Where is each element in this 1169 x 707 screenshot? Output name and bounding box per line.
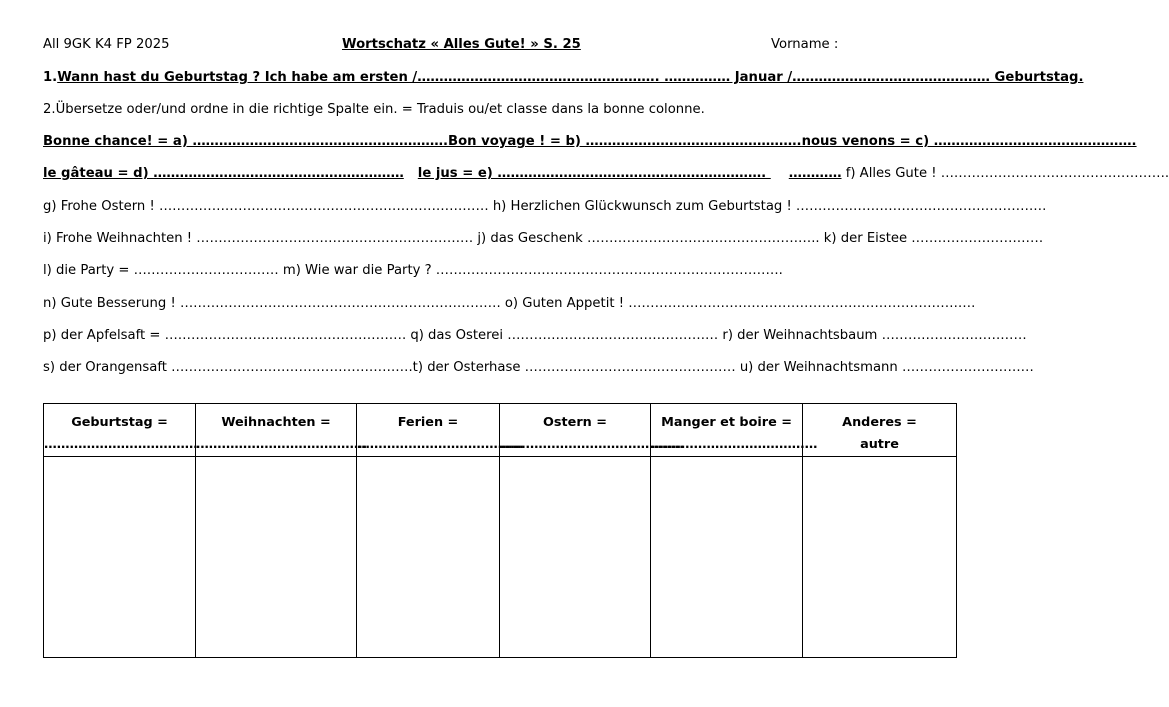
class-code: All 9GK K4 FP 2025 <box>43 37 170 52</box>
column-header-manger-et-boire: Manger et boire = ………………………………… <box>651 404 803 457</box>
vocab-line-6: i) Frohe Weihnachten ! ……………………………………………………… j) das Geschenk …………………………………………….. k) der Eistee ………………………… <box>43 231 1044 246</box>
item-c: nous venons = c) ………………………………………. <box>801 134 1137 149</box>
worksheet-header <box>43 37 957 57</box>
vocab-line-9: p) der Apfelsaft = ………………………………………………. q) das Osterei ………………………………………… r) der Weihnachtsbaum …………………………… <box>43 328 1027 343</box>
item-b: Bon voyage ! = b) …………………………………………. <box>448 134 802 149</box>
vocab-line-5: g) Frohe Ostern ! ………………………………………………………………… h) Herzlichen Glückwunsch zum Geburtstag ! ………………………………………………… <box>43 199 1047 214</box>
answer-cell-ostern[interactable] <box>500 457 651 658</box>
classification-table <box>43 403 957 658</box>
vocab-line-4 <box>43 166 1169 181</box>
exercise-1-line <box>43 70 1084 85</box>
answer-cell-geburtstag[interactable] <box>44 457 196 658</box>
column-header-ostern: Ostern = ……………………………………. <box>500 404 651 457</box>
item-e: le jus = e) ……………………………………………………. <box>417 166 771 181</box>
exercise-1-sentence: Wann hast du Geburtstag ? Ich habe am ersten /………………………………………………. …………… Januar /……………………………………… Geburtstag. <box>57 70 1084 85</box>
column-header-anderes: Anderes = autre <box>803 404 957 457</box>
answer-cell-manger-et-boire[interactable] <box>651 457 803 658</box>
item-e-continued: ………… <box>788 166 842 181</box>
answer-cell-anderes[interactable] <box>803 457 957 658</box>
answer-cell-weihnachten[interactable] <box>196 457 357 658</box>
table-header-row <box>44 404 957 457</box>
item-f: f) Alles Gute ! ……………………………………………. <box>841 166 1169 181</box>
item-d: le gâteau = d) ………………………………………………… <box>43 166 404 181</box>
vocab-line-7: l) die Party = …………………………… m) Wie war die Party ? ……………………………………………………………………. <box>43 263 783 278</box>
vocab-line-10: s) der Orangensaft ……………………………………………….t) der Osterhase ………………………………………… u) der Weihnachtsmann ………………………… <box>43 360 1034 375</box>
column-header-geburtstag: Geburtstag = ……………………………… <box>44 404 196 457</box>
item-a: Bonne chance! = a) …………………………………………………. <box>43 134 449 149</box>
exercise-2-instruction: 2.Übersetze oder/und ordne in die richtige Spalte ein. = Traduis ou/et classe dans la bonne colonne. <box>43 102 705 117</box>
column-header-weihnachten: Weihnachten = …………………………………. <box>196 404 357 457</box>
first-name-label: Vorname : <box>771 37 839 52</box>
vocab-line-8: n) Gute Besserung ! ………………………………………………………………. o) Guten Appetit ! ……………………………………………………………………. <box>43 296 976 311</box>
worksheet-title: Wortschatz « Alles Gute! » S. 25 <box>342 37 581 52</box>
table-answer-row <box>44 457 957 658</box>
answer-cell-ferien[interactable] <box>357 457 500 658</box>
column-header-ferien: Ferien = ………………………………… <box>357 404 500 457</box>
vocab-line-3 <box>43 134 1137 149</box>
exercise-1-number: 1. <box>43 70 58 85</box>
